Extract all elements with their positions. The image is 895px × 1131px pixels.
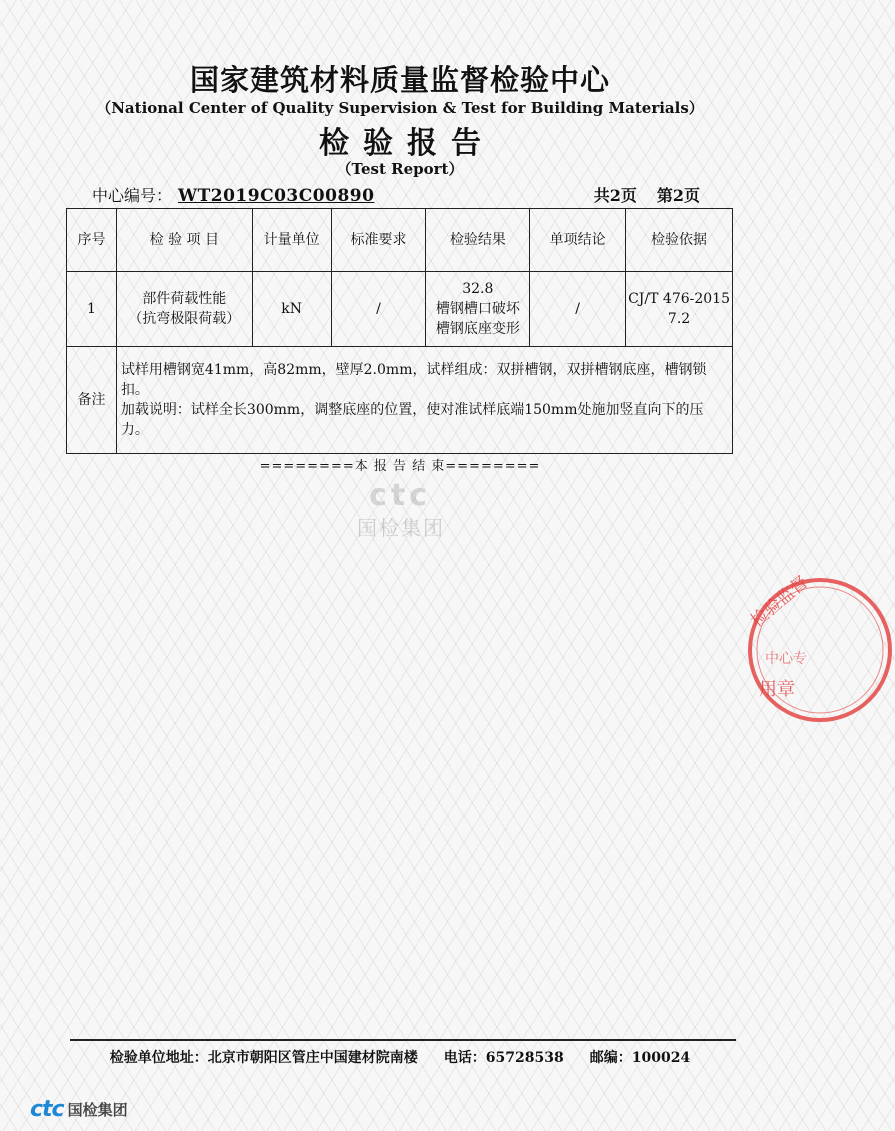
total-pages: 共2页	[593, 186, 637, 205]
remarks-text	[116, 347, 732, 454]
cell-result	[426, 272, 530, 347]
cell-item	[116, 272, 252, 347]
cell-unit: kN	[252, 272, 331, 347]
page-number: 第2页	[656, 186, 700, 205]
center-number	[92, 183, 374, 206]
report-title-en: （Test Report）	[336, 160, 464, 178]
cell-item-line1: 部件荷载性能	[142, 291, 227, 307]
footer-contact	[0, 1047, 800, 1067]
header-cell-item: 检 验 项 目	[116, 209, 252, 272]
header-cell-requirement: 标准要求	[331, 209, 426, 272]
postcode-label: 邮编：	[589, 1050, 632, 1066]
company-logo	[30, 1097, 128, 1121]
test-report-table	[66, 208, 733, 454]
watermark-logo: ctc	[369, 478, 431, 513]
svg-text:中心专: 中心专	[765, 651, 807, 667]
cell-result-line1: 32.8	[462, 281, 494, 297]
cell-result-line2: 槽钢槽口破坏	[435, 301, 520, 317]
document-title-cn: 国家建筑材料质量监督检验中心	[189, 63, 610, 97]
address-label: 检验单位地址：	[109, 1050, 208, 1066]
remarks-row	[67, 347, 733, 454]
cell-basis	[626, 272, 733, 347]
watermark-text: 国检集团	[357, 516, 445, 540]
footer-divider	[70, 1039, 736, 1041]
document-title-en: （National Center of Quality Supervision & Test for Building Materials）	[96, 99, 704, 117]
remarks-line1: 试样用槽钢宽41mm，高82mm，壁厚2.0mm，试样组成：双拼槽钢，双拼槽钢底座，槽钢锁扣。	[120, 362, 707, 398]
phone-value: 65728538	[485, 1050, 564, 1066]
company-name: 国检集团	[67, 1101, 128, 1119]
cell-item-line2: （抗弯极限荷载）	[128, 311, 241, 327]
table-row	[67, 272, 733, 347]
svg-text:用章: 用章	[759, 679, 795, 700]
remarks-line2: 加载说明：试样全长300mm，调整底座的位置，使对准试样底端150mm处施加竖直向下的压力。	[120, 402, 704, 438]
header-cell-unit: 计量单位	[252, 209, 331, 272]
center-number-value: WT2019C03C00890	[178, 186, 375, 206]
svg-text:检验监督: 检验监督	[747, 572, 813, 632]
remarks-label: 备注	[67, 347, 117, 454]
header-cell-no: 序号	[67, 209, 117, 272]
table-header-row	[67, 209, 733, 272]
postcode-value: 100024	[631, 1050, 691, 1066]
cell-result-line3: 槽钢底座变形	[435, 321, 520, 337]
cell-no: 1	[67, 272, 117, 347]
cell-conclusion: /	[530, 272, 626, 347]
cell-requirement: /	[331, 272, 426, 347]
center-number-label: 中心编号：	[92, 186, 173, 205]
official-seal-stamp	[745, 572, 895, 725]
header-cell-result: 检验结果	[426, 209, 530, 272]
page-info	[594, 183, 700, 206]
cell-basis-line1: CJ/T 476-2015	[628, 291, 730, 307]
phone-label: 电话：	[443, 1050, 486, 1066]
cell-basis-line2: 7.2	[667, 311, 691, 327]
address-value: 北京市朝阳区管庄中国建材院南楼	[207, 1050, 418, 1066]
end-of-report-marker: ========本 报 告 结 束========	[259, 459, 541, 474]
report-title-cn: 检验报告	[319, 126, 495, 161]
header-cell-conclusion: 单项结论	[530, 209, 626, 272]
ctc-logo-icon: ctc	[30, 1097, 64, 1122]
header-cell-basis: 检验依据	[626, 209, 733, 272]
